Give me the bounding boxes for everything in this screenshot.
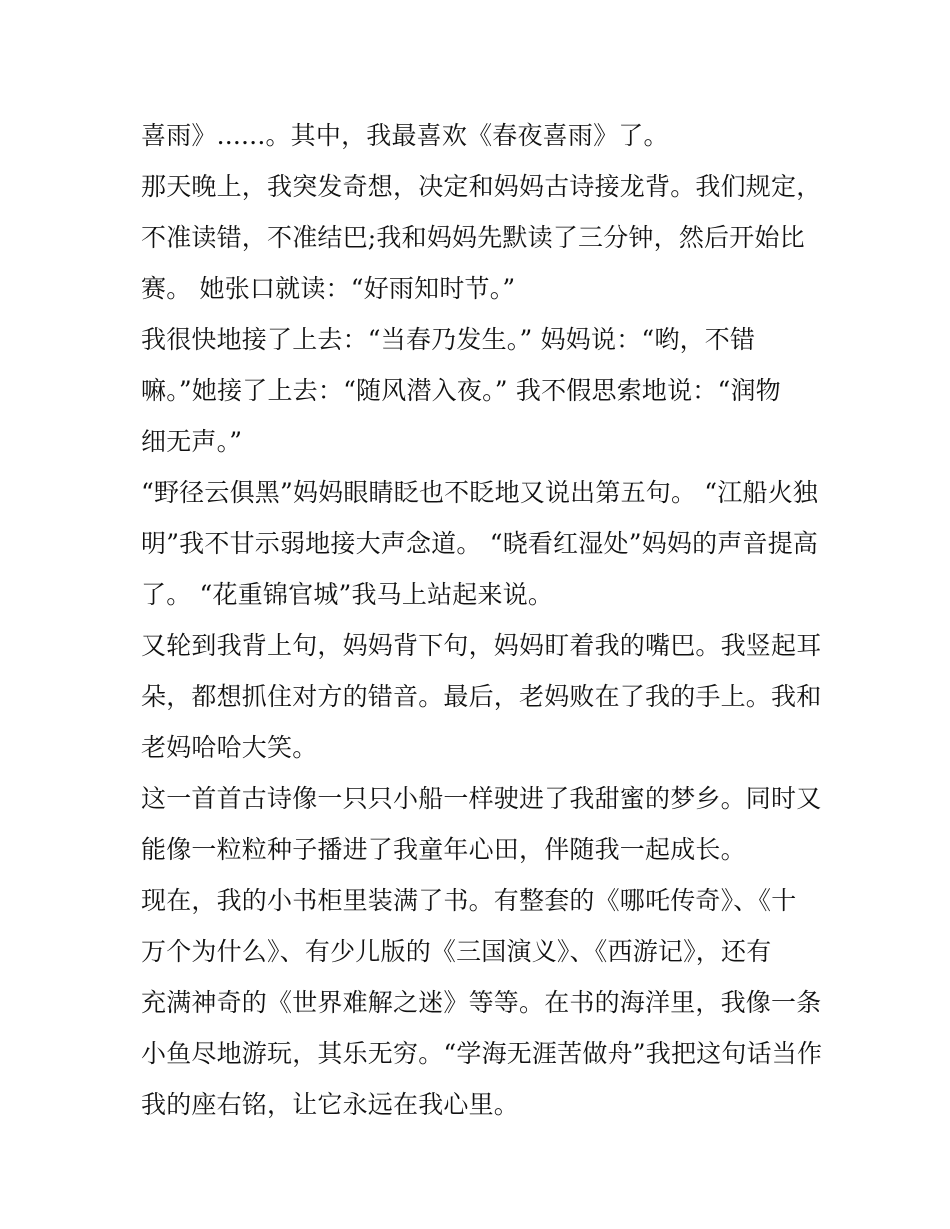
text-line: 嘛。”她接了上去：“随风潜入夜。” 我不假思索地说：“润物 <box>141 376 781 405</box>
text-line: 细无声。” <box>141 427 243 456</box>
text-line: 赛。 她张口就读：“好雨知时节。” <box>141 274 516 303</box>
text-line: 万个为什么》、有少儿版的《三国演义》、《西游记》，还有 <box>141 937 772 966</box>
text-line: 又轮到我背上句，妈妈背下句，妈妈盯着我的嘴巴。我竖起耳 <box>141 631 822 660</box>
text-line: 不准读错，不准结巴;我和妈妈先默读了三分钟，然后开始比 <box>141 223 805 252</box>
text-line: 小鱼尽地游玩，其乐无穷。“学海无涯苦做舟”我把这句话当作 <box>141 1039 823 1068</box>
text-line: 充满神奇的《世界难解之迷》等等。在书的海洋里，我像一条 <box>141 988 822 1017</box>
text-line: 这一首首古诗像一只只小船一样驶进了我甜蜜的梦乡。同时又 <box>141 784 822 813</box>
text-line: 朵，都想抓住对方的错音。最后，老妈败在了我的手上。我和 <box>141 682 822 711</box>
text-line: 明”我不甘示弱地接大声念道。 “晓看红湿处”妈妈的声音提高 <box>141 529 819 558</box>
text-line: 喜雨》......。其中，我最喜欢《春夜喜雨》了。 <box>141 121 669 150</box>
document-body <box>141 110 823 1130</box>
text-line: 了。 “花重锦官城”我马上站起来说。 <box>141 580 554 609</box>
text-line: 那天晚上，我突发奇想，决定和妈妈古诗接龙背。我们规定， <box>141 172 822 201</box>
text-line: “野径云俱黑”妈妈眼睛眨也不眨地又说出第五句。 “江船火独 <box>141 478 819 507</box>
text-line: 我很快地接了上去：“当春乃发生。” 妈妈说：“哟，不错 <box>141 325 756 354</box>
text-line: 能像一粒粒种子播进了我童年心田，伴随我一起成长。 <box>141 835 746 864</box>
text-line: 我的座右铭，让它永远在我心里。 <box>141 1090 520 1119</box>
text-line: 现在，我的小书柜里装满了书。有整套的《哪吒传奇》、《十 <box>141 886 797 915</box>
text-line: 老妈哈哈大笑。 <box>141 733 318 762</box>
